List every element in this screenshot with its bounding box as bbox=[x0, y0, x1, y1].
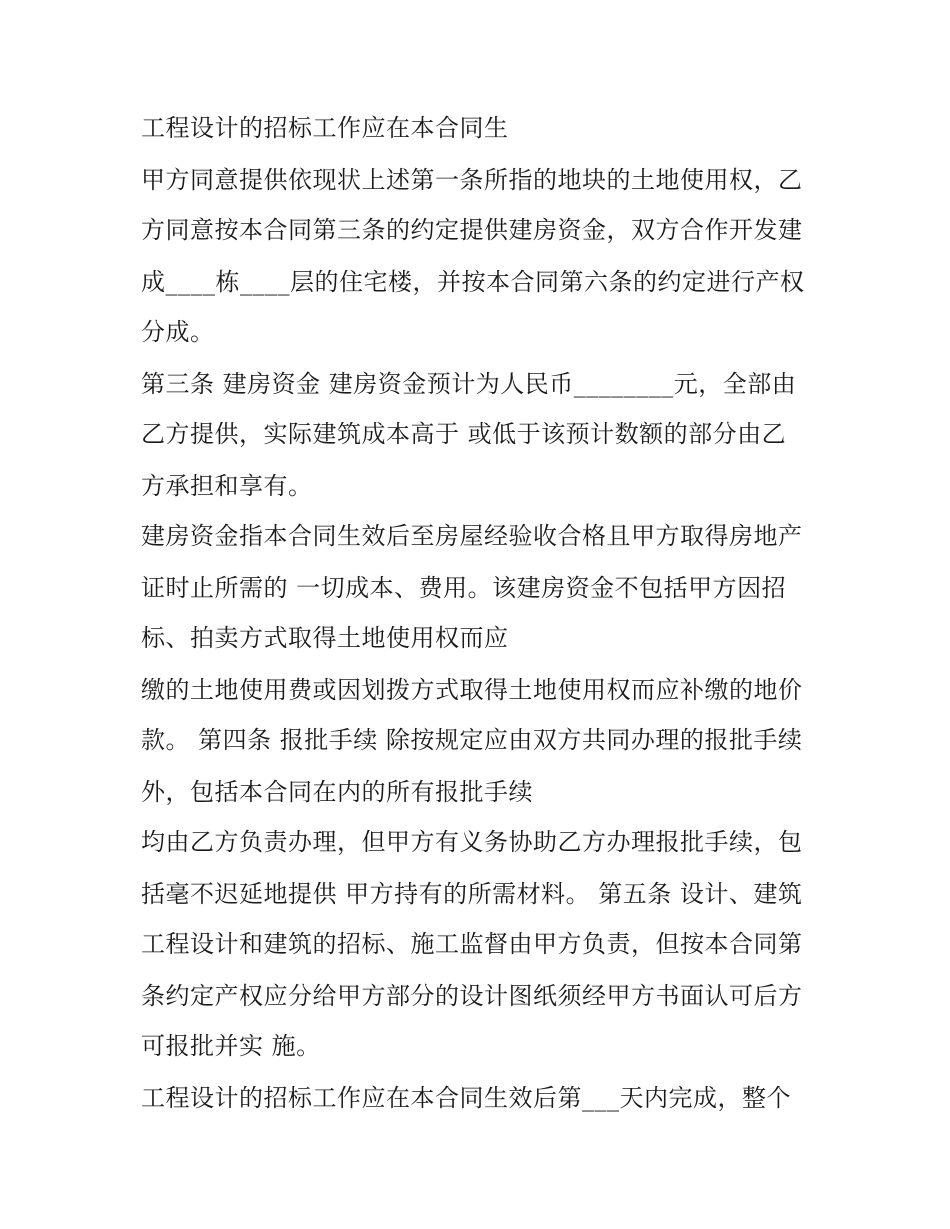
text-line: 工程设计的招标工作应在本合同生效后第___天内完成，整个 bbox=[141, 1084, 791, 1112]
text-line: 工程设计的招标工作应在本合同生 bbox=[141, 114, 509, 142]
text-line: 分成。 bbox=[141, 318, 215, 346]
text-line: 缴的土地使用费或因划拨方式取得土地使用权而应补缴的地价 bbox=[141, 676, 803, 704]
text-line: 标、拍卖方式取得土地使用权而应 bbox=[141, 624, 509, 652]
text-line: 方承担和享有。 bbox=[141, 472, 313, 500]
text-line: 可报批并实 施。 bbox=[141, 1032, 321, 1060]
text-line: 乙方提供，实际建筑成本高于 或低于该预计数额的部分由乙 bbox=[141, 420, 787, 448]
text-line: 证时止所需的 一切成本、费用。该建房资金不包括甲方因招 bbox=[141, 574, 787, 602]
text-line: 方同意按本合同第三条的约定提供建房资金，双方合作开发建 bbox=[141, 216, 803, 244]
text-line: 甲方同意提供依现状上述第一条所指的地块的土地使用权，乙 bbox=[141, 166, 803, 194]
text-line: 工程设计和建筑的招标、施工监督由甲方负责，但按本合同第 bbox=[141, 930, 803, 958]
text-line: 外，包括本合同在内的所有报批手续 bbox=[141, 778, 533, 806]
text-line: 款。 第四条 报批手续 除按规定应由双方共同办理的报批手续 bbox=[141, 726, 803, 754]
text-line: 成____栋____层的住宅楼，并按本合同第六条的约定进行产权 bbox=[141, 268, 805, 296]
text-line: 第三条 建房资金 建房资金预计为人民币________元，全部由 bbox=[141, 370, 797, 398]
text-line: 建房资金指本合同生效后至房屋经验收合格且甲方取得房地产 bbox=[141, 522, 803, 550]
text-line: 条约定产权应分给甲方部分的设计图纸须经甲方书面认可后方 bbox=[141, 982, 803, 1010]
text-line: 括毫不迟延地提供 甲方持有的所需材料。 第五条 设计、建筑 bbox=[141, 880, 803, 908]
text-line: 均由乙方负责办理，但甲方有义务协助乙方办理报批手续，包 bbox=[141, 828, 803, 856]
